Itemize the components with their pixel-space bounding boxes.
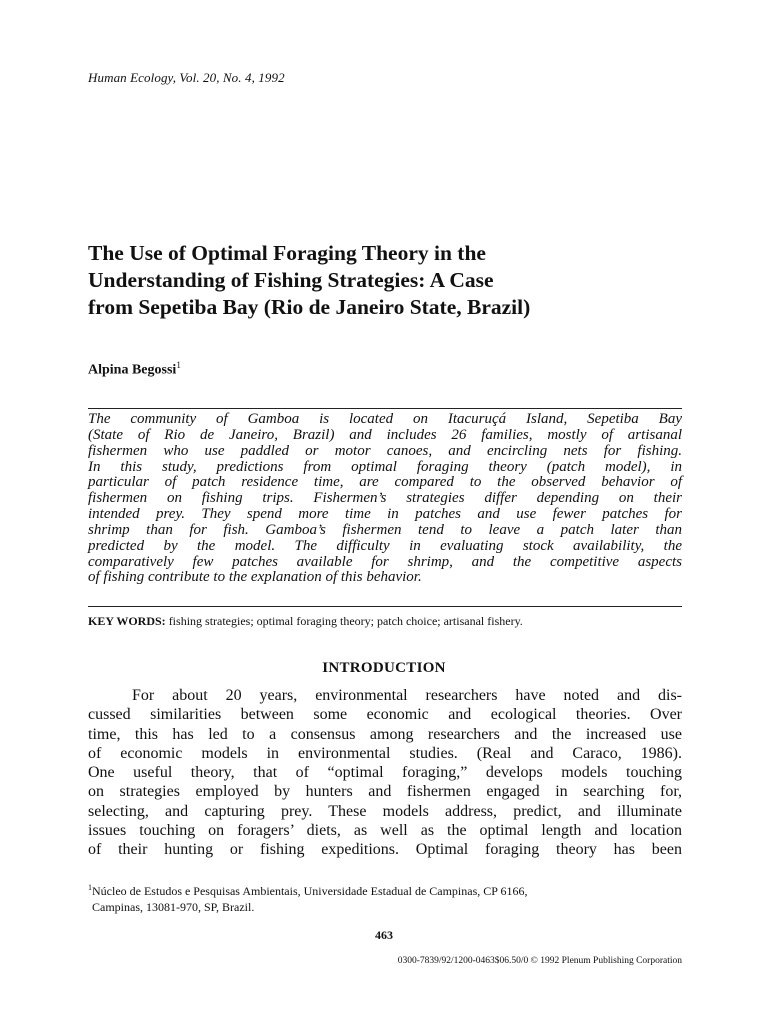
page-number: 463 bbox=[375, 928, 393, 942]
article-title bbox=[88, 240, 688, 321]
journal-citation: Human Ecology, Vol. 20, No. 4, 1992 bbox=[88, 70, 285, 85]
abstract-line: intended prey. They spend more time in patches and use fewer patches for bbox=[88, 506, 682, 523]
footnote-text: Núcleo de Estudos e Pesquisas Ambientais, Universidade Estadual de Campinas, CP 6166, bbox=[92, 884, 528, 898]
abstract-line: predicted by the model. The difficulty in evaluating stock availability, the bbox=[88, 537, 682, 554]
keywords-label: KEY WORDS: bbox=[88, 614, 166, 628]
body-text bbox=[88, 686, 682, 860]
body-line: issues touching on foragers’ diets, as well as the optimal length and location bbox=[88, 822, 682, 840]
author-name: Alpina Begossi bbox=[88, 362, 177, 378]
abstract-line: The community of Gamboa is located on Itacuruçá Island, Sepetiba Bay bbox=[88, 411, 682, 427]
abstract-line: particular of patch residence time, are compared to the observed behavior of bbox=[88, 474, 682, 491]
abstract-line: fishermen who use paddled or motor canoes, and encircling nets for fishing. bbox=[88, 442, 682, 459]
body-line: selecting, and capturing prey. These models address, predict, and illuminate bbox=[88, 802, 682, 820]
body-line: on strategies employed by hunters and fishermen engaged in searching for, bbox=[88, 783, 682, 801]
author-footnote-mark: 1 bbox=[176, 360, 181, 370]
abstract-line: comparatively few patches available for shrimp, and the competitive aspects bbox=[88, 553, 682, 570]
footnote bbox=[88, 880, 688, 915]
body-line: cussed similarities between some economic and ecological theories. Over bbox=[88, 706, 682, 724]
footnote-line: Campinas, 13081-970, SP, Brazil. bbox=[92, 900, 255, 914]
keywords bbox=[88, 614, 688, 629]
abstract bbox=[88, 412, 682, 586]
copyright-line: 0300-7839/92/1200-0463$06.50/0 © 1992 Plenum Publishing Corporation bbox=[397, 956, 682, 966]
title-line: from Sepetiba Bay (Rio de Janeiro State, Brazil) bbox=[88, 295, 531, 319]
author bbox=[88, 360, 181, 379]
abstract-line: shrimp than for fish. Gamboa’s fishermen tend to leave a patch later than bbox=[88, 521, 682, 538]
abstract-top-rule bbox=[88, 408, 682, 409]
abstract-line: fishermen on fishing trips. Fishermen’s strategies differ depending on their bbox=[88, 490, 682, 507]
abstract-bottom-rule bbox=[88, 606, 682, 607]
body-line: For about 20 years, environmental researchers have noted and dis- bbox=[132, 687, 682, 704]
abstract-line: (State of Rio de Janeiro, Brazil) and includes 26 families, mostly of artisanal bbox=[88, 426, 682, 443]
title-line: Understanding of Fishing Strategies: A Case bbox=[88, 268, 494, 292]
body-line: of economic models in environmental studies. (Real and Caraco, 1986). bbox=[88, 744, 682, 762]
footnote-mark: 1 bbox=[88, 883, 92, 892]
abstract-line: of fishing contribute to the explanation of this behavior. bbox=[88, 569, 422, 586]
abstract-line: In this study, predictions from optimal foraging theory (patch model), in bbox=[88, 458, 682, 475]
body-line: of their hunting or fishing expeditions. Optimal foraging theory has been bbox=[88, 841, 682, 859]
section-heading: INTRODUCTION bbox=[322, 660, 446, 676]
title-line: The Use of Optimal Foraging Theory in the bbox=[88, 241, 486, 265]
footnote-line bbox=[88, 880, 688, 899]
body-line: time, this has led to a consensus among researchers and the increased use bbox=[88, 725, 682, 743]
body-line: One useful theory, that of “optimal foraging,” develops models touching bbox=[88, 764, 682, 782]
keywords-text: fishing strategies; optimal foraging theory; patch choice; artisanal fishery. bbox=[168, 614, 523, 628]
